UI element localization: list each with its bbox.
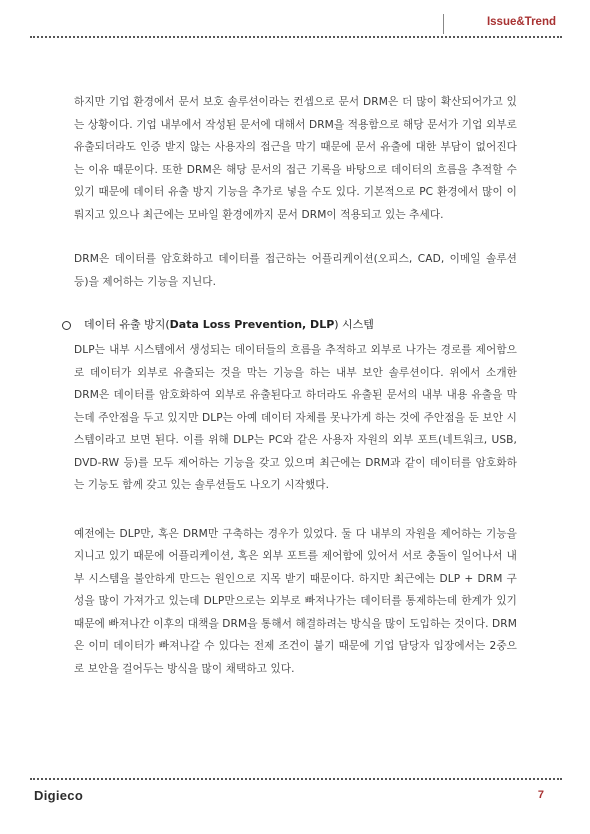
paragraph-dlp-definition: DLP는 내부 시스템에서 생성되는 데이터들의 흐름을 추적하고 외부로 나가는 경로를 제어함으로 데이터가 외부로 유출되는 것을 막는 기능을 하는 내부 보안 솔루션이다. 위에서 소개한 DRM은 데이터를 암호화하여 외부로 유출된다고 하더라도 유출된 문서의 내부 내용 유출을 막는데 주안점을 두고 있지만 DLP는 아예 데이터 자체를 못나가게 하는 것에 주안점을 둔 보안 시스템이라고 보면 된다. 이를 위해 DLP는 PC와 같은 사용자 자원의 외부 포트(네트워크, USB, DVD-RW 등)를 모두 제어하는 기능을 갖고 있으며 최근에는 DRM과 같이 데이터를 암호화하는 기능도 함께 갖고 있는 솔루션들도 나오기 시작했다. (74, 344, 517, 491)
footer-rule (30, 778, 562, 780)
paragraph-dlp-drm-combo: 예전에는 DLP만, 혹은 DRM만 구축하는 경우가 있었다. 둘 다 내부의 자원을 제어하는 기능을 지니고 있기 때문에 어플리케이션, 혹은 외부 포트를 제어함에 있어서 서로 충돌이 일어나서 내부 시스템을 불안하게 만드는 원인으로 지목 받기 때문이다. 하지만 최근에는 DLP + DRM 구성을 많이 가져가고 있는데 DLP만으로는 외부로 빠져나가는 데이터를 통제하는데 한계가 있기 때문에 빠져나간 이후의 대책을 DRM을 통해서 해결하려는 방식을 많이 도입하는 것이다. DRM은 이미 데이터가 빠져나갈 수 있다는 전제 조건이 붙기 때문에 기업 담당자 입장에서는 2중으로 보안을 걸어두는 방식을 많이 채택하고 있다. (74, 527, 517, 675)
header-rule (30, 36, 562, 38)
document-body (74, 91, 517, 680)
digieco-logo: Digieco (34, 788, 84, 803)
heading-prefix: 데이터 유출 방지( (84, 318, 170, 331)
paragraph-drm-function: DRM은 데이터를 암호화하고 데이터를 접근하는 어플리케이션(오피스, CAD, 이메일 솔루션 등)을 제어하는 기능을 지닌다. (74, 253, 517, 288)
paragraph-drm-spread: 하지만 기업 환경에서 문서 보호 솔루션이라는 컨셉으로 문서 DRM은 더 많이 확산되어가고 있는 상황이다. 기업 내부에서 작성된 문서에 대해서 DRM을 적용함으로 해당 문서가 기업 외부로 유출되더라도 인증 받지 않는 사용자의 접근을 막기 때문에 문서 유출에 대한 부담이 없어진다는 이유 때문이다. 또한 DRM은 해당 문서의 접근 기록을 바탕으로 데이터의 흐름을 추적할 수 있기 때문에 데이터 유출 방지 기능을 추가로 넣을 수도 있다. 기본적으로 PC 환경에서 많이 이뤄지고 있으나 최근에는 모바일 환경에까지 문서 DRM이 적용되고 있는 추세다. (74, 96, 517, 221)
page-number: 7 (537, 789, 544, 801)
circle-bullet-icon (62, 321, 71, 330)
section-label: Issue&Trend (486, 16, 556, 28)
heading-suffix: ) 시스템 (334, 318, 374, 331)
section-heading-dlp (62, 314, 517, 336)
header-divider (443, 14, 444, 34)
heading-strong: Data Loss Prevention, DLP (169, 318, 335, 331)
